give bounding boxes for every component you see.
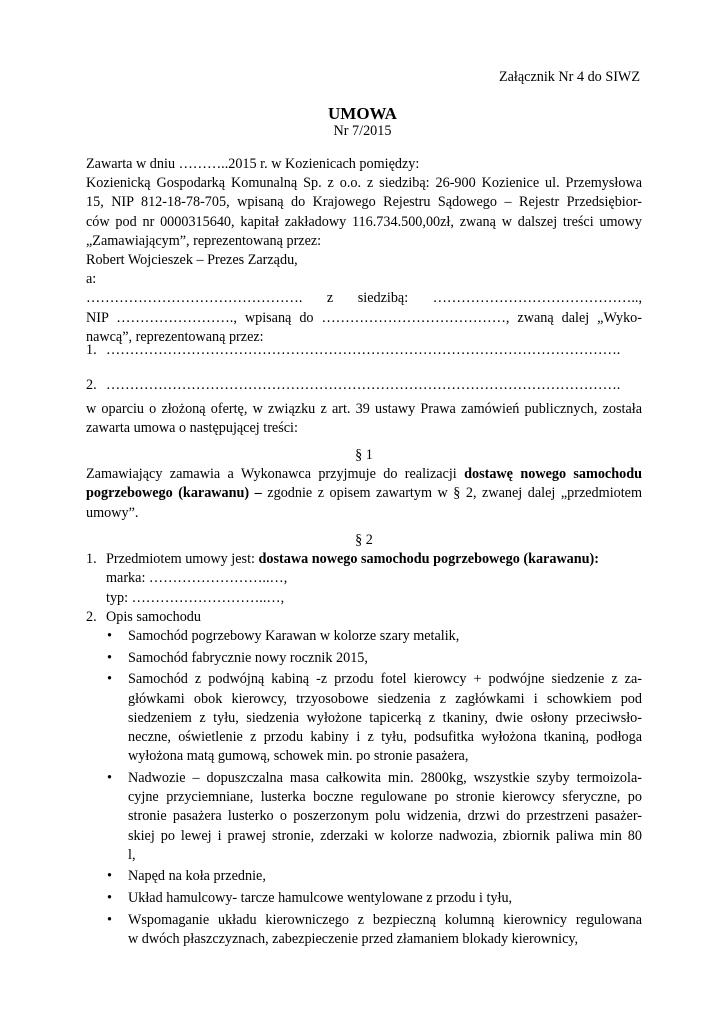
section-2-item-1 <box>86 550 642 569</box>
spec-line: siedzeniem z tyłu, siedzenia wyłożone tapicerką z tkaniny, dwie osłony przeciwsło- <box>128 709 642 726</box>
text-normal: zgodnie z opisem zawartym w § 2, zwanej dalej „przedmiotem <box>261 485 642 502</box>
intro-line: Zawarta w dniu ………..2015 r. w Kozienicach pomiędzy: <box>86 156 420 172</box>
brand-field: marka: ……………………..…, <box>106 570 288 587</box>
spec-line: stronie pasażera lusterko o poszerzonym polu widzenia, drzwi do przestrzeni pasażer- <box>128 808 642 825</box>
text-bold: pogrzebowego (karawanu) – <box>86 485 262 502</box>
list-number: 2. <box>86 377 97 393</box>
bullet-icon: • <box>107 868 112 885</box>
intro-line: ców pod nr 0000315640, kapitał zakładowy 116.734.500,00zł, zwaną w dalszej treści umowy <box>86 213 642 230</box>
spec-list-item <box>86 769 642 865</box>
document-title: UMOWA <box>328 104 397 123</box>
attachment-label: Załącznik Nr 4 do SIWZ <box>498 69 640 85</box>
section-1-line <box>86 484 642 503</box>
spec-line: l, <box>128 846 136 863</box>
bullet-icon: • <box>107 649 112 666</box>
spec-list-item <box>86 867 642 886</box>
intro-line: NIP ……………………., wpisaną do …………………………………, zwaną dalej „Wyko- <box>86 309 642 326</box>
representative-2 <box>86 376 642 395</box>
list-number: 1. <box>86 551 97 568</box>
bullet-icon: • <box>107 890 112 907</box>
spec-line: skiej po lewej i prawej stronie, zderzaki w kolorze nadwozia, zbiornik paliwa min 80 <box>128 827 642 844</box>
intro-line: Kozienicką Gospodarką Komunalną Sp. z o.o. z siedzibą: 26-900 Kozienice ul. Przemysłowa <box>86 175 642 192</box>
section-heading: § 2 <box>355 532 373 548</box>
spec-list-item <box>86 911 642 949</box>
spec-line: główkami obok kierowcy, trzyosobowe siedzenia z zagłówkami i schowkiem pod <box>128 690 642 707</box>
spec-list-item <box>86 670 642 766</box>
dotted-field: ………………………………………………………………………………………………. <box>106 342 621 358</box>
bullet-icon: • <box>107 769 112 786</box>
text-bold: dostawa nowego samochodu pogrzebowego (karawanu): <box>258 551 600 568</box>
intro-line: ………………………………………. z siedzibą: …………………………………….., <box>86 290 642 307</box>
intro-line: nawcą”, reprezentowaną przez: <box>86 328 264 345</box>
spec-list-item <box>86 649 642 668</box>
list-number: 1. <box>86 342 97 358</box>
bullet-icon: • <box>107 628 112 645</box>
basis-line: zawarta umowa o następującej treści: <box>86 420 298 437</box>
intro-line: „Zamawiającym”, reprezentowaną przez: <box>86 232 322 249</box>
spec-line: Samochód pogrzebowy Karawan w kolorze szary metalik, <box>128 628 460 645</box>
section-1-line <box>86 465 642 484</box>
section-2 <box>86 531 642 949</box>
intro-line: a: <box>86 271 97 288</box>
list-number: 2. <box>86 608 97 625</box>
type-field: typ: ………………………..…, <box>106 589 285 606</box>
spec-line: Samochód z podwójną kabiną -z przodu fotel kierowcy + podwójne siedzenie z za- <box>128 671 642 688</box>
bullet-icon: • <box>107 911 112 928</box>
section-1 <box>86 446 642 523</box>
spec-list-item <box>86 889 642 908</box>
vehicle-spec-list <box>86 627 642 949</box>
spec-line: w dwóch płaszczyznach, zabezpieczenie przed złamaniem blokady kierownicy, <box>128 931 579 948</box>
dotted-field: ………………………………………………………………………………………………. <box>106 377 621 393</box>
spec-line: wyłożona matą gumową, schowek min. po stronie pasażera, <box>128 748 469 765</box>
basis-line: w oparciu o złożoną ofertę, w związku z art. 39 ustawy Prawa zamówień publicznych, została <box>86 401 642 417</box>
basis-paragraph <box>86 400 642 438</box>
spec-line: cyjne przyciemniane, lusterka boczne regulowane po stronie kierowcy sferyczne, po <box>128 789 642 806</box>
section-2-item-2 <box>86 608 642 627</box>
text-bold: dostawę nowego samochodu <box>464 466 642 483</box>
text-normal: Zamawiający zamawia a Wykonawca przyjmuje do realizacji <box>86 466 465 483</box>
intro-line: 15, NIP 812-18-78-705, wpisaną do Krajowego Rejestru Sądowego – Rejestr Przedsiębior- <box>86 194 642 211</box>
spec-list-item <box>86 627 642 646</box>
section-heading: § 1 <box>355 447 373 463</box>
representative-1 <box>86 341 642 360</box>
item-label: Opis samochodu <box>106 608 201 625</box>
section-1-line: umowy”. <box>86 504 139 521</box>
spec-line: Wspomaganie układu kierowniczego z bezpieczną kolumną kierownicy regulowana <box>128 911 642 928</box>
text-normal: Przedmiotem umowy jest: <box>106 551 259 568</box>
spec-line: Układ hamulcowy- tarcze hamulcowe wentylowane z przodu i tyłu, <box>128 890 513 907</box>
bullet-icon: • <box>107 671 112 688</box>
intro-line: Robert Wojcieszek – Prezes Zarządu, <box>86 252 298 269</box>
spec-line: neczne, oświetlenie z przodu kabiny i z tyłu, podsufitka wyłożona tkaniną, podłoga <box>128 729 642 746</box>
spec-line: Napęd na koła przednie, <box>128 868 266 885</box>
parties-section <box>86 155 642 347</box>
contract-number: Nr 7/2015 <box>333 123 392 139</box>
spec-line: Samochód fabrycznie nowy rocznik 2015, <box>128 649 368 666</box>
spec-line: Nadwozie – dopuszczalna masa całkowita min. 2800kg, wszystkie szyby termoizola- <box>128 769 642 786</box>
